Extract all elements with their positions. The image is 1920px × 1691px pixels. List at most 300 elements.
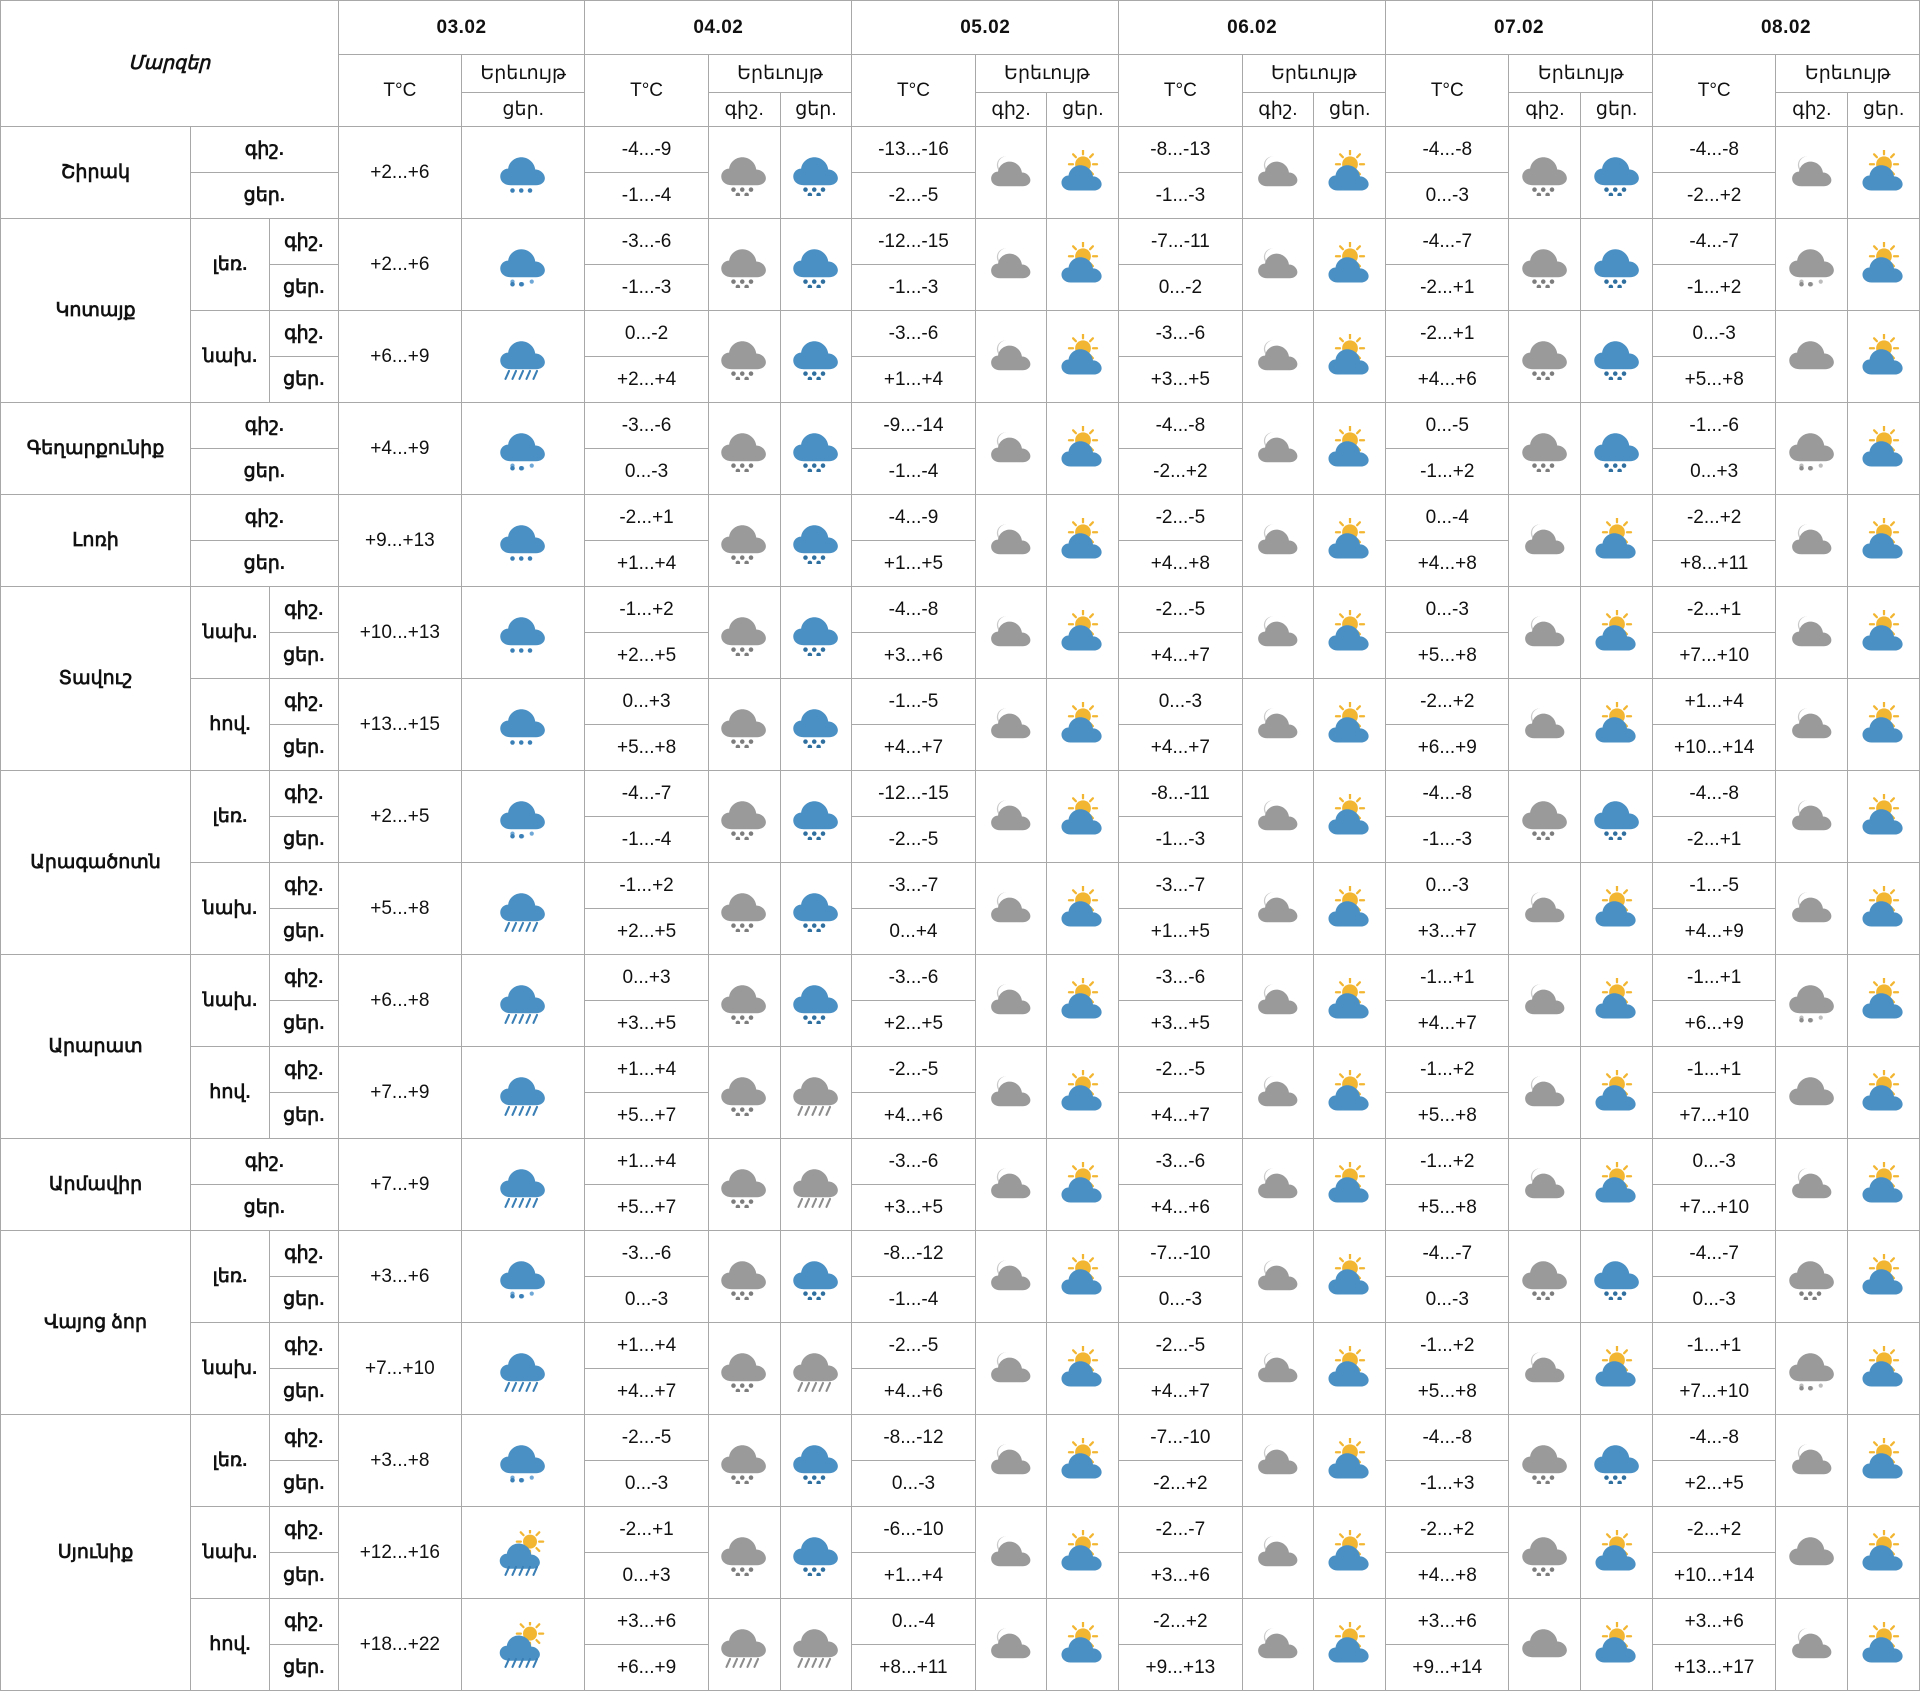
sun-cloud-icon (1848, 1139, 1920, 1231)
day-label: ցեր. (269, 817, 338, 863)
temp-cell: 0...-3 (1386, 173, 1509, 219)
temp-cell: +4...+9 (1653, 909, 1776, 955)
night-cloud-icon (975, 1047, 1047, 1139)
night-cloud-icon (975, 1323, 1047, 1415)
rain-shower-icon (462, 863, 585, 955)
temp-cell: -2...+2 (1653, 1507, 1776, 1553)
sun-cloud-icon (1848, 1415, 1920, 1507)
sun-cloud-icon (1581, 863, 1653, 955)
snow-cloud-grey-icon (1509, 1415, 1581, 1507)
temp-cell: -9...-14 (852, 403, 975, 449)
temp-cell: +5...+8 (1653, 357, 1776, 403)
temp-cell: +2...+5 (1653, 1461, 1776, 1507)
night-cloud-icon (1242, 219, 1314, 311)
temp-cell: -1...+1 (1653, 1323, 1776, 1369)
temp-cell: -4...-8 (1653, 771, 1776, 817)
sun-cloud-icon (1581, 955, 1653, 1047)
sun-cloud-icon (1047, 1323, 1119, 1415)
temp-cell: -2...-5 (1119, 495, 1242, 541)
night-cloud-icon (1242, 863, 1314, 955)
header-night-4: գիշ. (1509, 93, 1581, 127)
temp-cell: +7...+10 (1653, 633, 1776, 679)
sun-cloud-icon (1047, 311, 1119, 403)
day-label: ցեր. (191, 173, 339, 219)
temp-cell: -2...+1 (1386, 265, 1509, 311)
sun-cloud-icon (1047, 495, 1119, 587)
temp-cell: +4...+8 (1119, 541, 1242, 587)
sun-cloud-icon (1314, 127, 1386, 219)
grey-cloud-icon (1776, 1507, 1848, 1599)
temp-cell: 0...-4 (852, 1599, 975, 1645)
snow-cloud-grey-icon (1509, 771, 1581, 863)
night-cloud-icon (1776, 495, 1848, 587)
header-date-5: 08.02 (1653, 1, 1920, 55)
region-name: Արարատ (1, 955, 191, 1139)
night-cloud-icon (975, 311, 1047, 403)
rain-shower-icon (462, 1323, 585, 1415)
header-date-0: 03.02 (338, 1, 585, 55)
temp-cell: +6...+8 (338, 955, 461, 1047)
temp-cell: +18...+22 (338, 1599, 461, 1691)
table-row (1, 1047, 1920, 1093)
table-row (1, 495, 1920, 541)
temp-cell: -8...-12 (852, 1415, 975, 1461)
header-sky-3: Երեւույթ (1242, 55, 1386, 93)
sun-cloud-icon (1581, 1599, 1653, 1691)
night-cloud-icon (1242, 587, 1314, 679)
temp-cell: -2...-5 (1119, 587, 1242, 633)
temp-cell: -1...+2 (1386, 1047, 1509, 1093)
temp-cell: +7...+9 (338, 1047, 461, 1139)
table-header (1, 1, 1920, 127)
temp-cell: -1...-4 (852, 449, 975, 495)
snow-cloud-grey-icon (708, 311, 780, 403)
header-sky-1: Երեւույթ (708, 55, 852, 93)
night-cloud-icon (1776, 1415, 1848, 1507)
snow-cloud-blue-icon (780, 127, 852, 219)
day-label: ցեր. (191, 1185, 339, 1231)
night-label: գիշ. (269, 311, 338, 357)
temp-cell: -2...-5 (852, 817, 975, 863)
temp-cell: +3...+5 (1119, 1001, 1242, 1047)
sub-region-name: լեռ. (191, 1231, 270, 1323)
sun-cloud-icon (1581, 1323, 1653, 1415)
night-cloud-icon (975, 403, 1047, 495)
sun-cloud-icon (1047, 1231, 1119, 1323)
sleet-cloud-grey-icon (1776, 1323, 1848, 1415)
temp-cell: -1...+2 (1653, 265, 1776, 311)
region-name: Տավուշ (1, 587, 191, 771)
snow-cloud-grey-icon (708, 679, 780, 771)
sun-cloud-icon (1314, 219, 1386, 311)
header-sky-5: Երեւույթ (1776, 55, 1920, 93)
sun-cloud-icon (1314, 1139, 1386, 1231)
night-cloud-icon (1509, 955, 1581, 1047)
header-date-4: 07.02 (1386, 1, 1653, 55)
temp-cell: -2...+2 (1119, 449, 1242, 495)
night-cloud-icon (975, 587, 1047, 679)
temp-cell: 0...-3 (1386, 863, 1509, 909)
header-day-5: ցեր. (1848, 93, 1920, 127)
temp-cell: -2...-7 (1119, 1507, 1242, 1553)
temp-cell: -3...-6 (1119, 1139, 1242, 1185)
temp-cell: +1...+4 (852, 1553, 975, 1599)
day-label: ցեր. (269, 1369, 338, 1415)
temp-cell: 0...+3 (1653, 449, 1776, 495)
night-label: գիշ. (191, 1139, 339, 1185)
region-name: Լոռի (1, 495, 191, 587)
snow-cloud-grey-icon (708, 495, 780, 587)
temp-cell: 0...-3 (1386, 587, 1509, 633)
temp-cell: -1...-3 (585, 265, 708, 311)
temp-cell: +10...+14 (1653, 1553, 1776, 1599)
night-cloud-icon (1242, 1323, 1314, 1415)
night-cloud-icon (975, 1599, 1047, 1691)
temp-cell: +3...+5 (1119, 357, 1242, 403)
temp-cell: 0...+4 (852, 909, 975, 955)
header-temp-0: T°C (338, 55, 461, 127)
table-row (1, 1231, 1920, 1277)
temp-cell: -2...+1 (1386, 311, 1509, 357)
temp-cell: -1...+2 (585, 863, 708, 909)
sun-cloud-icon (1848, 1323, 1920, 1415)
sun-cloud-icon (1581, 495, 1653, 587)
temp-cell: +4...+6 (1119, 1185, 1242, 1231)
night-cloud-icon (1509, 863, 1581, 955)
night-cloud-icon (1242, 1047, 1314, 1139)
temp-cell: -2...+1 (1653, 587, 1776, 633)
night-cloud-icon (1242, 127, 1314, 219)
sub-region-name: նախ. (191, 1507, 270, 1599)
night-cloud-icon (1776, 1599, 1848, 1691)
day-label: ցեր. (269, 357, 338, 403)
sun-cloud-icon (1848, 1231, 1920, 1323)
temp-cell: +4...+7 (852, 725, 975, 771)
night-cloud-icon (975, 1507, 1047, 1599)
sun-cloud-icon (1314, 1047, 1386, 1139)
sun-cloud-icon (1848, 1047, 1920, 1139)
temp-cell: 0...-3 (585, 1461, 708, 1507)
temp-cell: 0...-3 (1119, 679, 1242, 725)
snow-cloud-grey-icon (1509, 403, 1581, 495)
header-sky-2: Երեւույթ (975, 55, 1119, 93)
night-cloud-icon (1509, 495, 1581, 587)
temp-cell: -1...+1 (1653, 955, 1776, 1001)
rain-shower-icon (462, 955, 585, 1047)
sun-cloud-icon (1047, 1599, 1119, 1691)
temp-cell: +12...+16 (338, 1507, 461, 1599)
temp-cell: 0...+3 (585, 1553, 708, 1599)
snow-cloud-blue-icon (780, 219, 852, 311)
temp-cell: +8...+11 (1653, 541, 1776, 587)
snow-cloud-blue-icon (1581, 219, 1653, 311)
snow-cloud-grey-icon (708, 403, 780, 495)
sleet-cloud-grey-icon (1776, 219, 1848, 311)
snow-cloud-blue-icon (780, 863, 852, 955)
sub-region-name: նախ. (191, 311, 270, 403)
night-cloud-icon (975, 1139, 1047, 1231)
night-cloud-icon (1242, 955, 1314, 1047)
temp-cell: 0...+3 (585, 955, 708, 1001)
night-cloud-icon (1242, 1139, 1314, 1231)
snow-cloud-grey-icon (708, 1139, 780, 1231)
temp-cell: -1...+3 (1386, 1461, 1509, 1507)
sun-cloud-icon (1314, 771, 1386, 863)
sun-cloud-icon (1314, 587, 1386, 679)
sub-region-name: լեռ. (191, 1415, 270, 1507)
temp-cell: +6...+9 (1653, 1001, 1776, 1047)
temp-cell: -7...-10 (1119, 1231, 1242, 1277)
temp-cell: +10...+14 (1653, 725, 1776, 771)
temp-cell: -2...+1 (585, 1507, 708, 1553)
sleet-cloud-icon (462, 771, 585, 863)
temp-cell: -3...-6 (1119, 955, 1242, 1001)
night-cloud-icon (1242, 311, 1314, 403)
sun-cloud-icon (1314, 495, 1386, 587)
sun-cloud-icon (1848, 1599, 1920, 1691)
region-name: Արագածոտն (1, 771, 191, 955)
sun-cloud-icon (1848, 955, 1920, 1047)
snow-cloud-blue-icon (780, 1415, 852, 1507)
snow-cloud-blue-icon (1581, 127, 1653, 219)
header-day-2: ցեր. (1047, 93, 1119, 127)
sun-cloud-icon (1848, 403, 1920, 495)
sub-region-name: նախ. (191, 863, 270, 955)
temp-cell: +1...+4 (852, 357, 975, 403)
night-cloud-icon (1242, 403, 1314, 495)
snow-cloud-grey-icon (1509, 127, 1581, 219)
temp-cell: 0...-3 (1653, 1139, 1776, 1185)
temp-cell: -4...-7 (585, 771, 708, 817)
night-cloud-icon (975, 771, 1047, 863)
temp-cell: 0...-2 (585, 311, 708, 357)
table-row (1, 771, 1920, 817)
table-row (1, 1323, 1920, 1369)
header-sky-4: Երեւույթ (1509, 55, 1653, 93)
temp-cell: -4...-7 (1653, 219, 1776, 265)
snow-cloud-blue-icon (780, 403, 852, 495)
region-name: Գեղարքունիք (1, 403, 191, 495)
sun-rain-icon (462, 1599, 585, 1691)
temp-cell: +7...+10 (1653, 1093, 1776, 1139)
temp-cell: +2...+4 (585, 357, 708, 403)
night-cloud-icon (1776, 1139, 1848, 1231)
temp-cell: -2...-5 (852, 1323, 975, 1369)
sub-region-name: նախ. (191, 587, 270, 679)
temp-cell: -2...-5 (1119, 1047, 1242, 1093)
night-label: գիշ. (269, 863, 338, 909)
temp-cell: -4...-8 (1653, 127, 1776, 173)
temp-cell: +3...+6 (1386, 1599, 1509, 1645)
temp-cell: -3...-6 (852, 955, 975, 1001)
snow-cloud-grey-icon (708, 219, 780, 311)
night-cloud-icon (1509, 1323, 1581, 1415)
temp-cell: +8...+11 (852, 1645, 975, 1691)
temp-cell: 0...+3 (585, 679, 708, 725)
header-temp-1: T°C (585, 55, 708, 127)
day-label: ցեր. (269, 1461, 338, 1507)
night-label: գիշ. (269, 1507, 338, 1553)
temp-cell: -1...-3 (1119, 817, 1242, 863)
region-name: Վայոց ձոր (1, 1231, 191, 1415)
temp-cell: -2...+1 (585, 495, 708, 541)
sun-cloud-icon (1581, 1139, 1653, 1231)
temp-cell: +4...+6 (1386, 357, 1509, 403)
night-cloud-icon (1242, 1231, 1314, 1323)
snow-cloud-blue-icon (780, 955, 852, 1047)
temp-cell: +9...+13 (338, 495, 461, 587)
temp-cell: -1...+2 (585, 587, 708, 633)
temp-cell: -8...-12 (852, 1231, 975, 1277)
sun-cloud-icon (1314, 863, 1386, 955)
sleet-cloud-icon (462, 403, 585, 495)
rain-cloud-icon (462, 679, 585, 771)
snow-cloud-grey-icon (1509, 219, 1581, 311)
temp-cell: +9...+13 (1119, 1645, 1242, 1691)
temp-cell: +5...+8 (1386, 1185, 1509, 1231)
table-row (1, 955, 1920, 1001)
temp-cell: -1...+2 (1386, 1139, 1509, 1185)
snow-cloud-grey-icon (1509, 1507, 1581, 1599)
day-label: ցեր. (191, 449, 339, 495)
temp-cell: +6...+9 (1386, 725, 1509, 771)
sleet-cloud-grey-icon (1776, 955, 1848, 1047)
snow-cloud-grey-icon (708, 1415, 780, 1507)
night-cloud-icon (1242, 1415, 1314, 1507)
temp-cell: +1...+4 (585, 1047, 708, 1093)
night-cloud-icon (1776, 863, 1848, 955)
night-label: գիշ. (269, 1599, 338, 1645)
night-label: գիշ. (269, 1323, 338, 1369)
temp-cell: +1...+4 (585, 541, 708, 587)
night-cloud-icon (1242, 679, 1314, 771)
temp-cell: -8...-13 (1119, 127, 1242, 173)
sun-cloud-icon (1047, 1415, 1119, 1507)
night-cloud-icon (975, 495, 1047, 587)
snow-cloud-blue-icon (1581, 403, 1653, 495)
temp-cell: -2...+2 (1653, 173, 1776, 219)
temp-cell: -3...-6 (852, 1139, 975, 1185)
sun-cloud-icon (1047, 1507, 1119, 1599)
temp-cell: +4...+7 (585, 1369, 708, 1415)
temp-cell: +3...+6 (1653, 1599, 1776, 1645)
temp-cell: -2...-5 (852, 173, 975, 219)
sun-cloud-icon (1848, 679, 1920, 771)
table-row (1, 1415, 1920, 1461)
sun-cloud-icon (1047, 1139, 1119, 1231)
temp-cell: -8...-11 (1119, 771, 1242, 817)
snow-cloud-grey-icon (708, 863, 780, 955)
night-cloud-icon (975, 1231, 1047, 1323)
header-date-2: 05.02 (852, 1, 1119, 55)
temp-cell: +1...+4 (585, 1323, 708, 1369)
temp-cell: +7...+10 (338, 1323, 461, 1415)
snow-cloud-grey-icon (708, 127, 780, 219)
temp-cell: +7...+10 (1653, 1185, 1776, 1231)
sun-cloud-icon (1314, 1507, 1386, 1599)
sun-cloud-icon (1848, 771, 1920, 863)
temp-cell: -4...-7 (1386, 219, 1509, 265)
temp-cell: -3...-6 (585, 219, 708, 265)
snow-cloud-grey-icon (1509, 1231, 1581, 1323)
temp-cell: -4...-8 (1386, 771, 1509, 817)
day-label: ցեր. (269, 909, 338, 955)
sun-cloud-icon (1848, 127, 1920, 219)
sun-cloud-icon (1314, 311, 1386, 403)
temp-cell: -1...-4 (585, 817, 708, 863)
region-name: Սյունիք (1, 1415, 191, 1691)
day-label: ցեր. (269, 1277, 338, 1323)
night-cloud-icon (1242, 771, 1314, 863)
temp-cell: +7...+9 (338, 1139, 461, 1231)
night-cloud-icon (1509, 1139, 1581, 1231)
temp-cell: -2...+2 (1386, 1507, 1509, 1553)
temp-cell: -3...-6 (585, 403, 708, 449)
sub-region-name: հով. (191, 1599, 270, 1691)
header-night-3: գիշ. (1242, 93, 1314, 127)
rain-cloud-icon (462, 495, 585, 587)
temp-cell: 0...-3 (585, 1277, 708, 1323)
sub-region-name: լեռ. (191, 771, 270, 863)
snow-cloud-grey-icon (708, 587, 780, 679)
table-row (1, 127, 1920, 173)
region-name: Կոտայք (1, 219, 191, 403)
temp-cell: -3...-6 (1119, 311, 1242, 357)
temp-cell: -2...-5 (585, 1415, 708, 1461)
night-label: գիշ. (269, 587, 338, 633)
snow-cloud-grey-icon (708, 771, 780, 863)
header-night-2: գիշ. (975, 93, 1047, 127)
temp-cell: +13...+15 (338, 679, 461, 771)
temp-cell: 0...-4 (1386, 495, 1509, 541)
temp-cell: +4...+7 (1119, 1093, 1242, 1139)
temp-cell: +13...+17 (1653, 1645, 1776, 1691)
snow-cloud-blue-icon (780, 771, 852, 863)
header-temp-4: T°C (1386, 55, 1509, 127)
grey-cloud-icon (1509, 1599, 1581, 1691)
rain-shower-icon (462, 1139, 585, 1231)
temp-cell: +4...+9 (338, 403, 461, 495)
temp-cell: -2...-5 (1119, 1323, 1242, 1369)
temp-cell: 0...-3 (1119, 1277, 1242, 1323)
sun-cloud-icon (1581, 679, 1653, 771)
table-row (1, 1507, 1920, 1553)
temp-cell: -1...+2 (1386, 1323, 1509, 1369)
temp-cell: +4...+6 (852, 1369, 975, 1415)
temp-cell: +3...+6 (338, 1231, 461, 1323)
header-night-1: գիշ. (708, 93, 780, 127)
header-night-5: գիշ. (1776, 93, 1848, 127)
temp-cell: -1...+1 (1386, 955, 1509, 1001)
sun-cloud-icon (1848, 311, 1920, 403)
temp-cell: -2...-5 (852, 1047, 975, 1093)
day-label: ցեր. (191, 541, 339, 587)
temp-cell: 0...-2 (1119, 265, 1242, 311)
night-label: գիշ. (269, 679, 338, 725)
sub-region-name: հով. (191, 679, 270, 771)
table-row (1, 311, 1920, 357)
temp-cell: +2...+5 (338, 771, 461, 863)
temp-cell: +2...+5 (585, 633, 708, 679)
temp-cell: -4...-8 (1386, 127, 1509, 173)
table-row (1, 587, 1920, 633)
temp-cell: -4...-9 (852, 495, 975, 541)
snow-cloud-grey-icon (708, 955, 780, 1047)
snow-cloud-blue-icon (780, 587, 852, 679)
snow-cloud-grey-icon (708, 1323, 780, 1415)
temp-cell: -2...+2 (1386, 679, 1509, 725)
table-row (1, 219, 1920, 265)
